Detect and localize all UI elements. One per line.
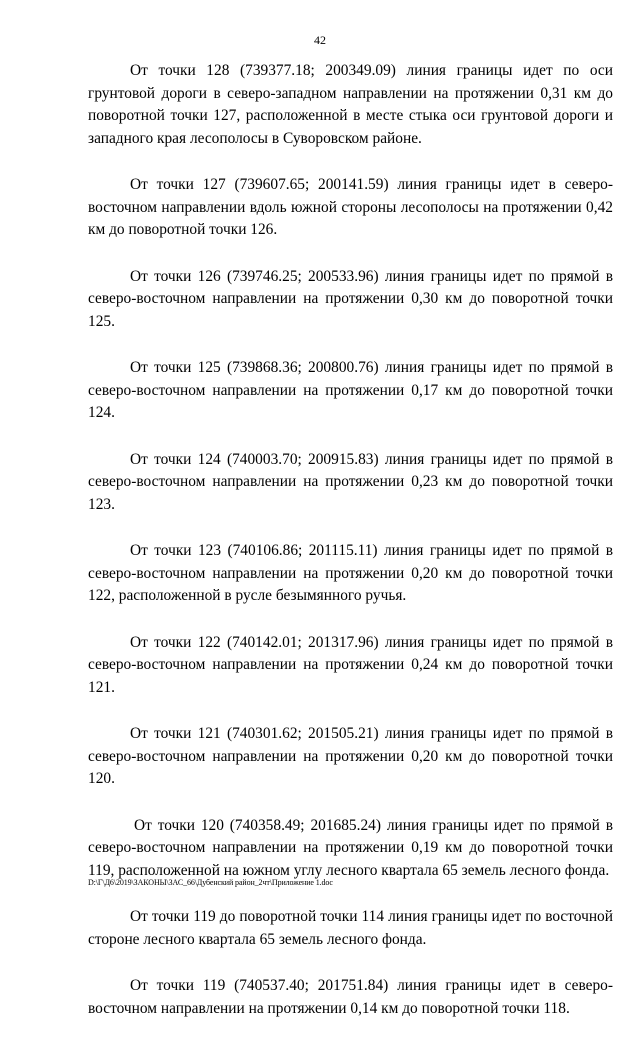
page-number: 42 [314,33,326,47]
boundary-paragraph-127: От точки 127 (739607.65; 200141.59) линия границы идет в северо-восточном направлении вдоль южной стороны лесополосы на протяжении 0,42 км до поворотной точки 126. [88,176,613,238]
boundary-paragraph-123: От точки 123 (740106.86; 201115.11) линия границы идет по прямой в северо-восточном направлении на протяжении 0,20 км до поворотной точки 122, расположенной в русле безымянного ручья. [88,542,613,604]
boundary-paragraph-119: От точки 119 (740537.40; 201751.84) линия границы идет в северо-восточном направлении на протяжении 0,14 км до поворотной точки 118. [88,977,613,1017]
boundary-paragraph-128: От точки 128 (739377.18; 200349.09) линия границы идет по оси грунтовой дороги в северо-западном направлении на протяжении 0,31 км до поворотной точки 127, расположенной в месте стыка оси грунтовой дороги и западного края лесополосы в Суворовском районе. [88,62,613,147]
document-body [88,60,613,1044]
boundary-paragraph-121: От точки 121 (740301.62; 201505.21) линия границы идет по прямой в северо-восточном направлении на протяжении 0,20 км до поворотной точки 120. [88,725,613,787]
file-path-footer: D:\Г\Д6\2019\ЗАКОНЫ\ЗАС_66\Дубенский район_2чт\Приложение 1.doc [88,878,333,887]
boundary-paragraph-125: От точки 125 (739868.36; 200800.76) линия границы идет по прямой в северо-восточном направлении на протяжении 0,17 км до поворотной точки 124. [88,359,613,421]
boundary-paragraph-119-to-114: От точки 119 до поворотной точки 114 линия границы идет по восточной стороне лесного квартала 65 земель лесного фонда. [88,908,613,948]
boundary-paragraph-122: От точки 122 (740142.01; 201317.96) линия границы идет по прямой в северо-восточном направлении на протяжении 0,24 км до поворотной точки 121. [88,633,613,696]
boundary-paragraph-120: От точки 120 (740358.49; 201685.24) линия границы идет по прямой в северо-восточном направлении на протяжении 0,19 км до поворотной точки 119, расположенной на южном углу лесного квартала 65 земель лесного фонда. [88,816,613,879]
boundary-paragraph-124: От точки 124 (740003.70; 200915.83) линия границы идет по прямой в северо-восточном направлении на протяжении 0,23 км до поворотной точки 123. [88,450,613,513]
boundary-paragraph-126: От точки 126 (739746.25; 200533.96) линия границы идет по прямой в северо-восточном направлении на протяжении 0,30 км до поворотной точки 125. [88,267,613,330]
